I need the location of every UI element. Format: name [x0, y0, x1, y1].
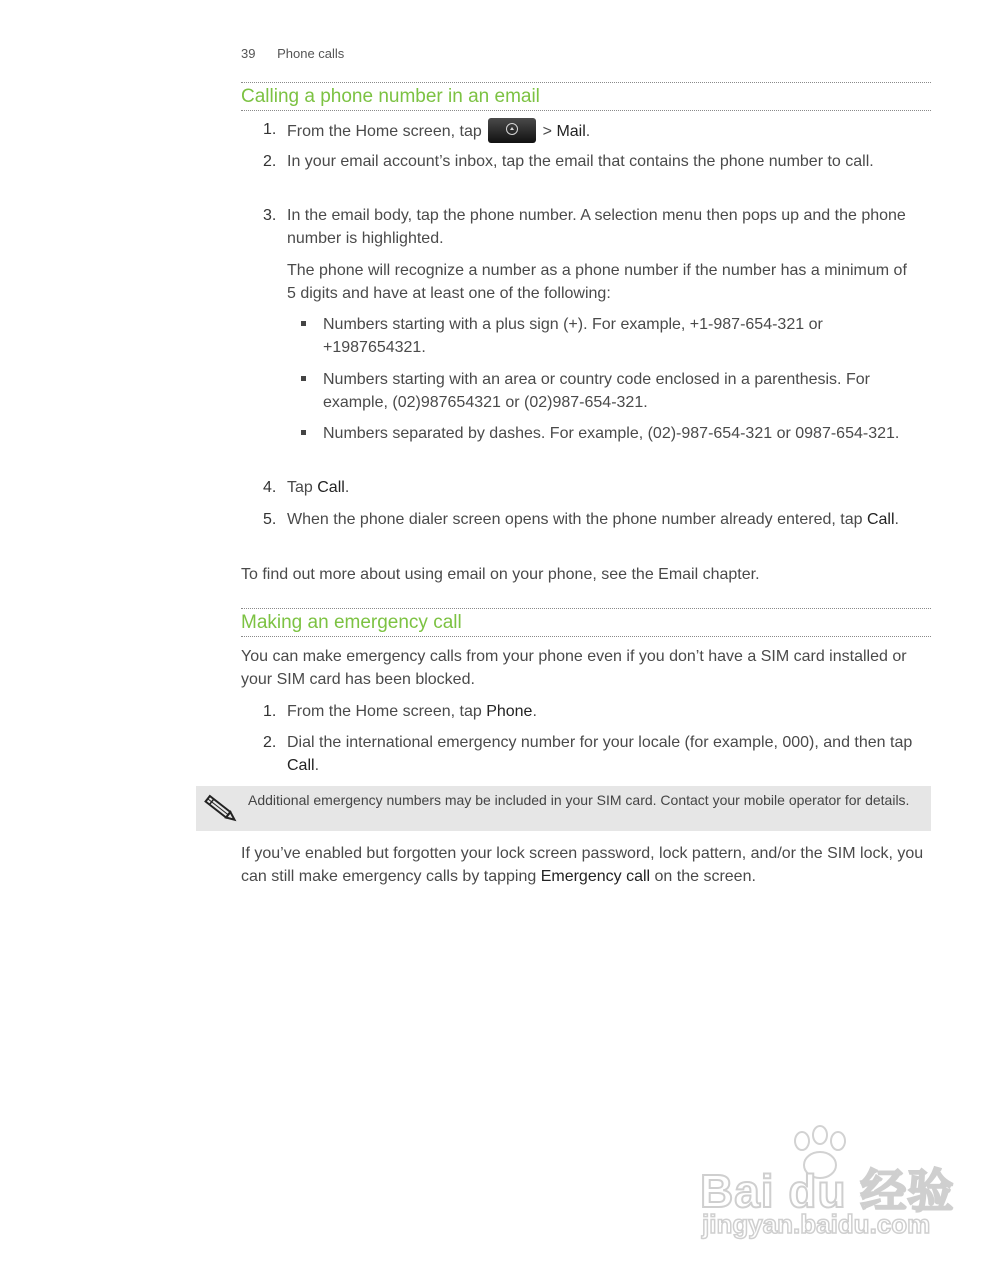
step-text: When the phone dialer screen opens with the phone number already entered, tap Call. [287, 511, 899, 528]
step-number: 2. [263, 153, 277, 170]
baidu-watermark [700, 1125, 955, 1245]
step-text: From the Home screen, tap > Mail. [287, 118, 927, 143]
step-number: 1. [263, 121, 277, 138]
bullet-marker [301, 430, 306, 435]
step-text: In the email body, tap the phone number. A selection menu then pops up and the phone number is highlighted. [287, 207, 906, 247]
bullet-marker [301, 376, 306, 381]
section-title-email: Calling a phone number in an email [241, 82, 931, 111]
section-title-emergency: Making an emergency call [241, 608, 931, 637]
watermark-logo-text: Bai du 经验 [700, 1165, 955, 1217]
step-number: 3. [263, 207, 277, 224]
note-box [196, 786, 931, 831]
home-button-icon [488, 118, 536, 143]
step-number: 4. [263, 479, 277, 496]
step-text: Dial the international emergency number for your locale (for example, 000), and then tap Call. [287, 734, 913, 774]
step-1 [263, 118, 923, 141]
recognize-paragraph: The phone will recognize a number as a phone number if the number has a minimum of 5 digits and have at least one of the following: [287, 262, 907, 302]
bullet-marker [301, 321, 306, 326]
pencil-icon [200, 790, 240, 828]
page-number: 39 [241, 46, 256, 61]
page-header [241, 46, 344, 61]
emergency-final-paragraph: If you’ve enabled but forgotten your lock screen password, lock pattern, and/or the SIM lock, you can still make emergency calls by tapping Emergency call on the screen. [241, 845, 924, 885]
step-number: 1. [263, 703, 277, 720]
step-number: 2. [263, 734, 277, 751]
watermark-url: jingyan.baidu.com [702, 1209, 931, 1239]
note-text: Additional emergency numbers may be included in your SIM card. Contact your mobile operator for details. [248, 792, 910, 808]
mail-label: Mail [556, 123, 586, 140]
step-text: From the Home screen, tap Phone. [287, 703, 537, 720]
emergency-intro-paragraph: You can make emergency calls from your phone even if you don’t have a SIM card installed or your SIM card has been blocked. [241, 648, 907, 688]
step-number: 5. [263, 511, 277, 528]
chapter-name: Phone calls [277, 46, 345, 61]
emergency-call-label: Emergency call [540, 868, 651, 885]
step-text: In your email account’s inbox, tap the email that contains the phone number to call. [287, 153, 874, 170]
email-chapter-paragraph: To find out more about using email on your phone, see the Email chapter. [241, 566, 760, 583]
step-text: Tap Call. [287, 479, 350, 496]
